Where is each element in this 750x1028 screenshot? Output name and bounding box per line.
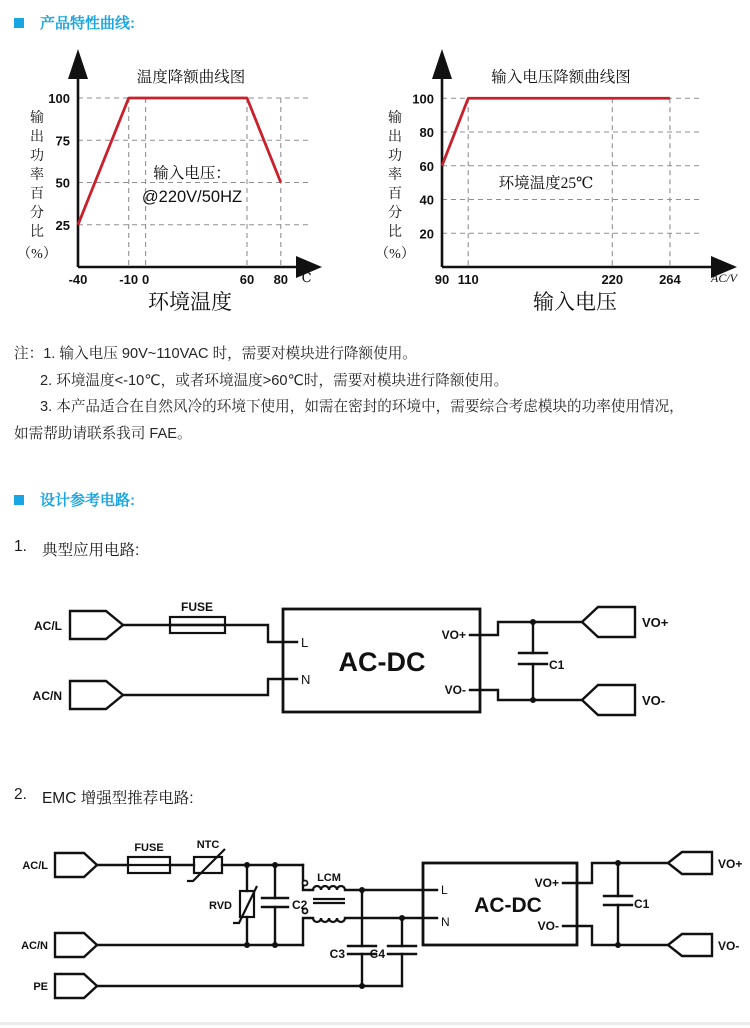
pin-n-label: N xyxy=(441,915,450,929)
x-tick-label: 110 xyxy=(457,272,479,287)
y-axis-label-char: 输 xyxy=(30,111,44,126)
y-tick-label: 25 xyxy=(55,217,70,233)
subsection-emc-circuit-heading xyxy=(14,786,194,808)
section-product-curves-header xyxy=(14,12,135,33)
y-axis-label-char: （%） xyxy=(17,247,57,262)
y-tick-label: 80 xyxy=(419,125,434,140)
vop-out-label: VO+ xyxy=(718,857,743,871)
acdc-module-label: AC-DC xyxy=(338,647,426,677)
y-axis-label-char: 分 xyxy=(388,206,402,221)
y-axis-label-char: （%） xyxy=(375,247,415,262)
x-tick-label: 264 xyxy=(659,272,681,287)
chart-annotation: @220V/50HZ xyxy=(141,188,243,206)
output-terminal-vop xyxy=(582,607,635,637)
y-tick-label: 100 xyxy=(48,91,70,106)
circuit2-wires xyxy=(97,863,668,986)
circuit2-capacitor-c4-symbol xyxy=(388,918,416,986)
pin-von-label: VO- xyxy=(444,683,466,697)
y-axis-label-char: 率 xyxy=(388,168,402,183)
c2-label: C2 xyxy=(292,898,308,912)
pin-l-label: L xyxy=(301,635,309,650)
rvd-label: RVD xyxy=(208,900,232,912)
circuit1-capacitor-c1-symbol xyxy=(519,619,547,703)
x-axis-unit: ℃ xyxy=(297,270,312,285)
c3-label: C3 xyxy=(329,947,345,961)
y-axis-label-char: 率 xyxy=(30,168,44,183)
output-terminal-von xyxy=(582,685,635,715)
x-tick-label: 0 xyxy=(141,272,150,287)
y-axis-arrow-icon xyxy=(68,49,88,79)
y-axis-label-char: 出 xyxy=(30,130,44,145)
x-axis-label: 输入电压 xyxy=(533,290,617,314)
section-bullet-icon xyxy=(14,18,24,28)
circuit1-fuse-symbol xyxy=(170,617,225,633)
section-bullet-icon xyxy=(14,495,24,505)
c1-label: C1 xyxy=(634,897,650,911)
y-tick-label: 40 xyxy=(419,192,434,208)
c4-label: C4 xyxy=(369,947,385,961)
acl-label: AC/L xyxy=(34,619,62,633)
circuit2-fuse-symbol xyxy=(128,857,170,873)
y-axis-label-char: 比 xyxy=(388,225,402,240)
emc-enhanced-circuit-diagram xyxy=(0,828,750,1028)
y-axis-label-char: 输 xyxy=(388,111,402,126)
subsection-typical-circuit-heading xyxy=(14,538,139,560)
output-terminal-von xyxy=(668,934,712,956)
x-tick-label: -10 xyxy=(119,272,139,287)
input-terminal-acn xyxy=(70,681,123,709)
circuit2-varistor-rvd-symbol xyxy=(233,865,257,945)
input-terminal-acn xyxy=(55,933,97,957)
x-tick-label: 220 xyxy=(601,272,624,287)
pin-vop-label: VO+ xyxy=(534,876,559,890)
circuit2-junction-dots xyxy=(244,860,621,989)
fuse-label: FUSE xyxy=(134,842,164,854)
y-axis-label-char: 功 xyxy=(30,149,44,164)
note-line-1: 注：1. 输入电压 90V~110VAC 时，需要对模块进行降额使用。 xyxy=(14,346,417,362)
y-axis-arrow-icon xyxy=(432,49,452,79)
chart-title: 输入电压降额曲线图 xyxy=(491,69,631,86)
x-tick-label: 80 xyxy=(273,272,289,287)
note-line-3: 3. 本产品适合在自然风冷的环境下使用，如需在密封的环境中，需要综合考虑模块的功率使用情况， xyxy=(40,399,684,415)
page-bottom-divider xyxy=(0,1022,750,1025)
y-axis-label-char: 分 xyxy=(30,206,44,221)
x-tick-label: 60 xyxy=(239,272,255,287)
input-terminal-acl xyxy=(70,611,123,639)
von-out-label: VO- xyxy=(718,939,740,953)
y-axis-label-char: 出 xyxy=(388,130,402,145)
y-tick-label: 100 xyxy=(412,91,434,107)
pin-vop-label: VO+ xyxy=(441,628,466,642)
lcm-label: LCM xyxy=(317,872,341,884)
subsection-number: 1. xyxy=(14,538,27,555)
x-tick-label: -40 xyxy=(68,272,88,287)
y-axis-label-char: 比 xyxy=(30,225,44,240)
subsection-title: 典型应用电路: xyxy=(41,542,140,559)
y-axis-label-char: 功 xyxy=(388,149,402,164)
c1-label: C1 xyxy=(549,658,565,672)
pin-l-label: L xyxy=(441,883,448,897)
y-axis-label-char: 百 xyxy=(30,187,44,202)
y-axis-label-char: 百 xyxy=(388,187,402,202)
subsection-title: EMC 增强型推荐电路: xyxy=(41,790,194,807)
x-tick-label: 90 xyxy=(434,272,450,287)
acl-label: AC/L xyxy=(22,860,48,872)
circuit2-capacitor-c2-symbol xyxy=(262,865,288,945)
note-line-2: 2. 环境温度<-10℃，或者环境温度>60℃时，需要对模块进行降额使用。 xyxy=(40,372,509,389)
input-voltage-derating-chart xyxy=(375,45,750,317)
vop-out-label: VO+ xyxy=(642,615,669,630)
ntc-label: NTC xyxy=(196,839,220,851)
subsection-number: 2. xyxy=(14,786,27,803)
x-axis-label: 环境温度 xyxy=(148,290,232,314)
fuse-label: FUSE xyxy=(180,600,214,614)
acn-label: AC/N xyxy=(32,689,62,703)
section-title: 产品特性曲线: xyxy=(40,15,135,32)
chart-annotation: 环境温度25℃ xyxy=(498,175,594,192)
output-terminal-vop xyxy=(668,852,712,874)
pin-von-label: VO- xyxy=(537,919,559,933)
acdc-module-label: AC-DC xyxy=(474,894,542,917)
y-tick-label: 75 xyxy=(55,133,70,149)
y-tick-label: 50 xyxy=(55,175,70,191)
pin-n-label: N xyxy=(301,672,311,687)
note-line-4: 如需帮助请联系我司 FAE。 xyxy=(14,425,192,442)
derating-notes xyxy=(14,341,744,447)
chart-title: 温度降额曲线图 xyxy=(136,69,246,86)
temperature-derating-chart xyxy=(0,45,375,317)
typical-application-circuit-diagram xyxy=(0,585,750,750)
x-axis-unit: AC/V xyxy=(711,271,737,285)
circuit2-capacitor-c1-symbol xyxy=(604,863,632,945)
circuit2-capacitor-c3-symbol xyxy=(348,890,376,986)
acn-label: AC/N xyxy=(21,940,48,952)
y-tick-label: 20 xyxy=(419,226,434,242)
von-out-label: VO- xyxy=(642,693,666,708)
y-tick-label: 60 xyxy=(419,158,434,174)
section-title: 设计参考电路: xyxy=(40,492,135,509)
input-terminal-pe xyxy=(55,974,97,998)
input-terminal-acl xyxy=(55,853,97,877)
chart-annotation: 输入电压： xyxy=(153,165,231,182)
pe-label: PE xyxy=(33,981,48,993)
section-reference-circuits-header xyxy=(14,489,135,510)
circuit2-common-mode-choke-lcm-symbol xyxy=(303,881,346,923)
